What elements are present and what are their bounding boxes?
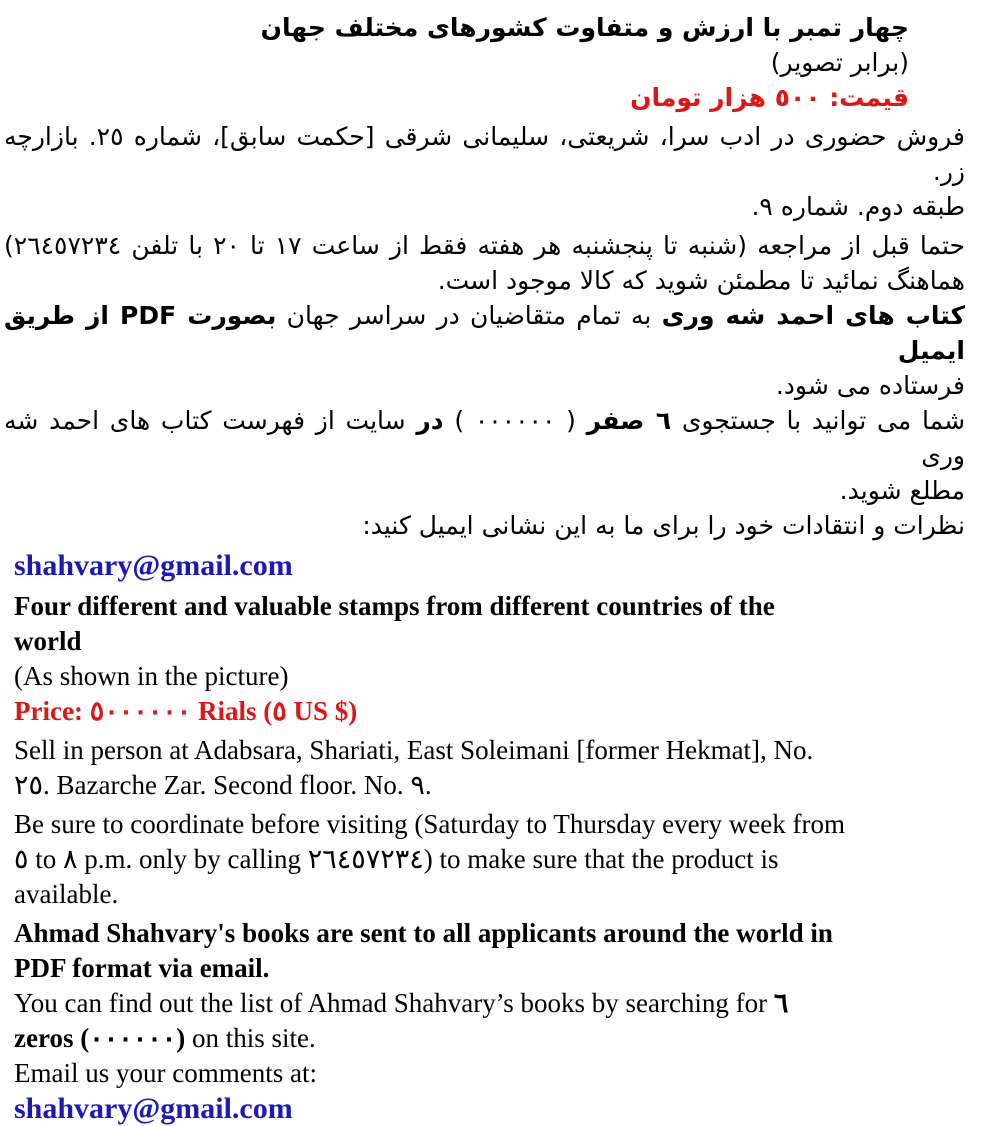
english-section [0, 589, 991, 1091]
address-fa-line1: فروش حضوری در ادب سرا، شریعتی، سلیمانی شرقی [حکمت سابق]، شماره ٢٥. بازارچه زر. [4, 122, 965, 186]
search-zeros-fa-line2: مطلع شوید. [839, 476, 965, 505]
address-fa-line2: طبقه دوم. شماره ٩. [751, 192, 965, 221]
in-site-bold: در [416, 406, 444, 435]
address-en-line2: ٢٥. Bazarche Zar. Second floor. No. ٩. [14, 770, 432, 800]
search-zeros-fa-line1 [4, 403, 965, 473]
visit-note-en-line1: Be sure to coordinate before visiting (Saturday to Thursday every week from [14, 809, 846, 839]
search-en-tail: on this site. [185, 1023, 316, 1053]
books-pdf-fa-line2: فرستاده می شود. [775, 371, 965, 400]
books-en-line2: PDF format via email. [14, 953, 270, 983]
email-link-bottom[interactable]: shahvary@gmail.com [14, 1092, 293, 1125]
ad-subtitle-en: (As shown in the picture) [14, 661, 289, 691]
visit-note-en-line2: ٥ to ٨ p.m. only by calling ٢٦٤٥٧٢٣٤) to make sure that the product is [14, 844, 779, 874]
ad-title-en-line1: Four different and valuable stamps from different countries of the [14, 591, 775, 621]
comments-line-en: Email us your comments at: [14, 1058, 317, 1088]
zeros-parenthetical: ( ٠٠٠٠٠٠ ) [443, 406, 587, 435]
ad-title-fa: چهار تمبر با ارزش و متفاوت کشورهای مختلف جهان [260, 13, 909, 42]
six-zeros-bold: ٦ صفر [586, 406, 672, 435]
visit-note-en-line3: available. [14, 879, 119, 909]
price-line-fa: قیمت: ٥٠٠ هزار تومان [630, 83, 909, 112]
books-author-bold: کتاب های احمد شه وری [661, 301, 965, 330]
price-line-en: Price: ٥٠٠٠٠٠٠ Rials (٥ US $) [14, 696, 358, 726]
feedback-line-fa: نظرات و انتقادات خود را برای ما به این نشانی ایمیل کنید: [362, 511, 965, 540]
search-intro-text: شما می توانید با جستجوی [671, 406, 966, 435]
address-en-line1: Sell in person at Adabsara, Shariati, East Soleimani [former Hekmat], No. [14, 735, 814, 765]
visit-note-fa-line2: هماهنگ نمائید تا مطمئن شوید که کالا موجود است. [437, 266, 965, 295]
books-pdf-fa-line1 [4, 298, 965, 368]
books-applicants-text: به تمام متقاضیان در سراسر جهان [276, 301, 662, 330]
books-pdf-email-bold: بصورت PDF از طریق ایمیل [4, 301, 965, 365]
search-en-six-bold: ٦ [773, 988, 789, 1018]
visit-note-fa-line1: حتما قبل از مراجعه (شنبه تا پنجشنبه هر هفته فقط از ساعت ١٧ تا ٢٠ با تلفن ٢٦٤٥٧٢٣٤) [4, 231, 966, 260]
search-en-line2 [14, 1021, 971, 1056]
search-tail-text: سایت از فهرست کتاب های احمد شه وری [4, 406, 965, 470]
ad-subtitle-fa: (برابر تصویر) [770, 48, 909, 77]
search-en-line1 [14, 986, 971, 1021]
ad-title-en-line2: world [14, 626, 82, 656]
email-link-top[interactable]: shahvary@gmail.com [14, 549, 293, 582]
persian-section [0, 10, 991, 543]
search-en-intro: You can find out the list of Ahmad Shahvary’s books by searching for [14, 988, 774, 1018]
search-en-zeros-bold: zeros (٠٠٠٠٠٠) [14, 1023, 186, 1053]
books-en-line1: Ahmad Shahvary's books are sent to all applicants around the world in [14, 918, 833, 948]
